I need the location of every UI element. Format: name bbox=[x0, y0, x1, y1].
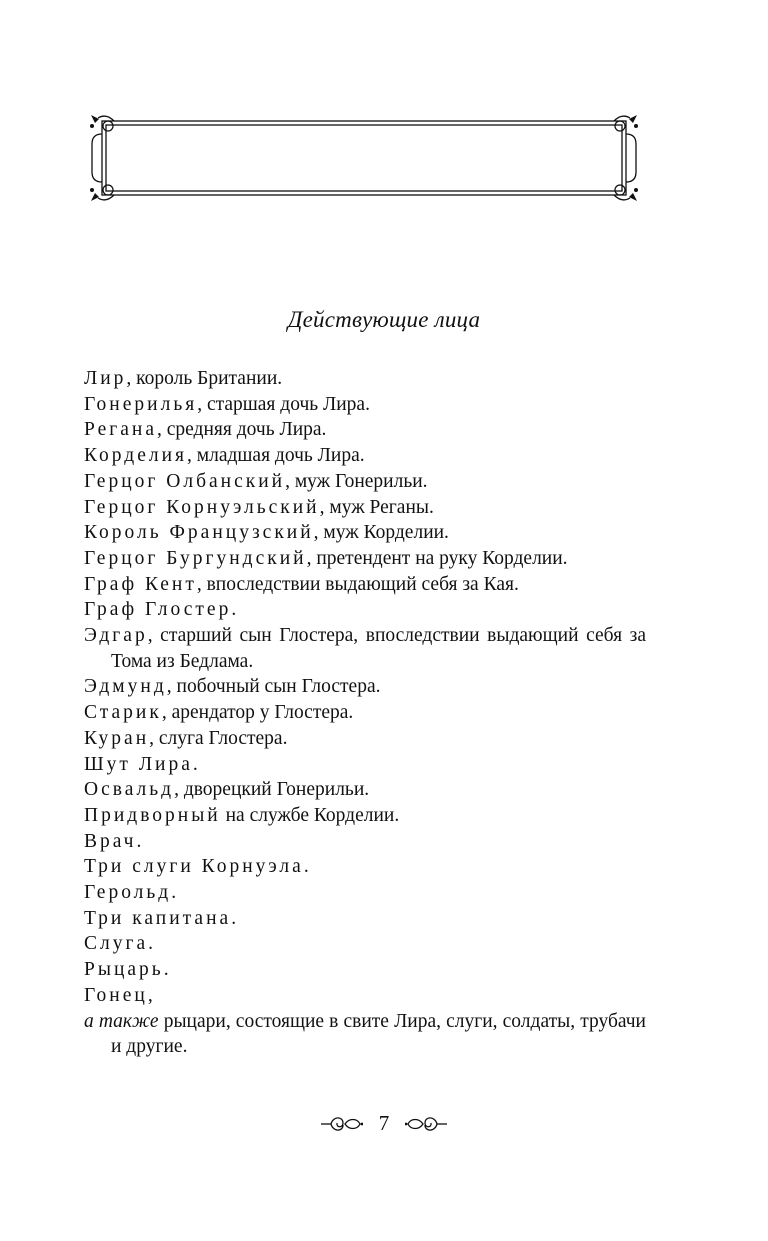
cast-entry bbox=[84, 906, 646, 932]
character-name: Рыцарь bbox=[84, 959, 164, 981]
cast-entry bbox=[84, 623, 646, 674]
ornamental-frame-icon bbox=[88, 112, 640, 204]
character-name: Куран bbox=[84, 727, 150, 749]
character-description: , король Британии. bbox=[126, 368, 283, 389]
character-description: . bbox=[136, 830, 142, 852]
character-name: Гонец bbox=[84, 984, 148, 1006]
character-description: , муж Реганы. bbox=[319, 496, 434, 518]
character-description: , впоследствии выдающий себя за Кая. bbox=[196, 573, 519, 595]
cast-list bbox=[84, 366, 646, 1060]
character-name: Слуга bbox=[84, 933, 149, 955]
character-description: , старший сын Глостера, впоследствии выдающий себя за Тома из Бедлама. bbox=[111, 625, 646, 672]
cast-entry bbox=[84, 417, 646, 443]
character-description: . bbox=[148, 933, 154, 955]
character-name: Шут Лира bbox=[84, 753, 193, 775]
cast-entry bbox=[84, 983, 646, 1009]
character-description: , старшая дочь Лира. bbox=[197, 393, 370, 415]
character-name: Герцог Бургундский bbox=[84, 547, 307, 569]
cast-entry bbox=[84, 546, 646, 572]
character-name: Эдгар bbox=[84, 625, 148, 647]
character-name: Король Французский bbox=[84, 522, 314, 544]
character-description: , арендатор у Глостера. bbox=[161, 702, 354, 724]
character-description: . bbox=[163, 959, 169, 981]
character-name: Корделия bbox=[84, 445, 187, 467]
cast-entry bbox=[84, 777, 646, 803]
character-name: Герольд bbox=[84, 882, 172, 904]
character-name: Гонерилья bbox=[84, 393, 198, 415]
character-name: Эдмунд bbox=[84, 676, 167, 698]
cast-entry bbox=[84, 597, 646, 623]
cast-entry bbox=[84, 854, 646, 880]
also-text: рыцари, состоящие в свите Лира, слуги, солдаты, трубачи и другие. bbox=[111, 1010, 646, 1058]
character-name: Врач bbox=[84, 830, 137, 852]
character-description: , претендент на руку Корделии. bbox=[306, 547, 568, 569]
character-name: Три капитана bbox=[84, 907, 232, 929]
also-entry bbox=[84, 1009, 646, 1060]
also-lead: а также bbox=[84, 1010, 159, 1032]
cast-entry bbox=[84, 957, 646, 983]
character-description: . bbox=[192, 753, 198, 775]
character-description: , младшая дочь Лира. bbox=[187, 445, 365, 467]
character-description: , дворецкий Гонерильи. bbox=[174, 779, 370, 801]
character-name: Граф Глостер bbox=[84, 599, 232, 621]
character-name: Три слуги Корнуэла bbox=[84, 856, 304, 878]
cast-entry bbox=[84, 931, 646, 957]
character-description: . bbox=[231, 907, 237, 929]
character-description: . bbox=[231, 599, 237, 621]
character-name: Герцог Корнуэльский bbox=[84, 496, 320, 518]
character-name: Граф Кент bbox=[84, 573, 197, 595]
page-title: Действующие лица bbox=[287, 307, 481, 332]
cast-entry bbox=[84, 674, 646, 700]
cast-entry bbox=[84, 572, 646, 598]
cast-entry bbox=[84, 700, 646, 726]
cast-entry bbox=[84, 469, 646, 495]
cast-entry bbox=[84, 443, 646, 469]
character-description: . bbox=[303, 856, 309, 878]
character-description: , муж Корделии. bbox=[313, 522, 449, 544]
page-footer bbox=[0, 1111, 768, 1136]
flourish-ornament-icon bbox=[319, 1112, 363, 1136]
flourish-ornament-icon bbox=[405, 1112, 449, 1136]
character-name: Освальд bbox=[84, 779, 175, 801]
character-name: Лир bbox=[84, 368, 127, 389]
character-description: . bbox=[171, 882, 177, 904]
cast-entry bbox=[84, 752, 646, 778]
cast-entry bbox=[84, 520, 646, 546]
character-description: , bbox=[147, 984, 153, 1006]
page-number: 7 bbox=[378, 1111, 390, 1135]
character-name: Регана bbox=[84, 419, 157, 441]
character-description: , средняя дочь Лира. bbox=[157, 419, 327, 441]
character-name: Придворный bbox=[84, 804, 221, 826]
cast-entry bbox=[84, 803, 646, 829]
cast-entry bbox=[84, 880, 646, 906]
cast-entry bbox=[84, 726, 646, 752]
cast-entry bbox=[84, 366, 646, 392]
character-description: , слуга Глостера. bbox=[149, 727, 288, 749]
cast-entry bbox=[84, 392, 646, 418]
character-name: Старик bbox=[84, 702, 162, 724]
character-description: на службе Корделии. bbox=[220, 804, 400, 826]
character-name: Герцог Олбанский bbox=[84, 470, 286, 492]
character-description: , побочный сын Глостера. bbox=[166, 676, 381, 698]
cast-entry bbox=[84, 829, 646, 855]
character-description: , муж Гонерильи. bbox=[285, 470, 428, 492]
cast-entry bbox=[84, 495, 646, 521]
